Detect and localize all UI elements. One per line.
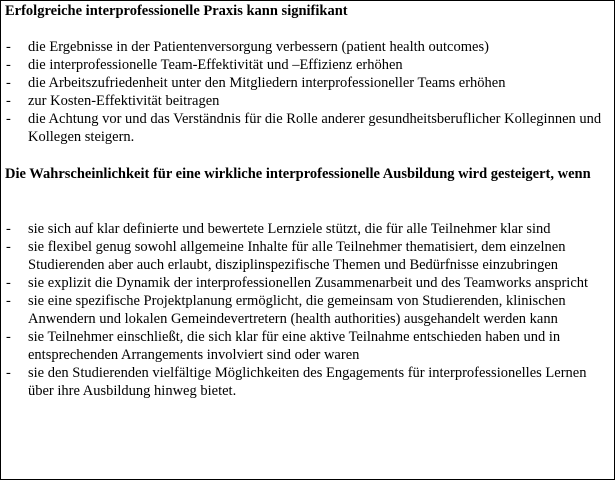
bullet-dash: - bbox=[6, 365, 11, 381]
bullet-dash: - bbox=[6, 39, 11, 55]
list-item bbox=[1, 238, 614, 274]
bullet-dash: - bbox=[6, 111, 11, 127]
list-item bbox=[1, 56, 614, 74]
list-item-text: sie eine spezifische Projektplanung ermöglicht, die gemeinsam von Studierenden, klinischen Anwendern und lokalen Gemeindevertretern (health authorities) ausgehandelt werden kann bbox=[28, 293, 566, 327]
list-item bbox=[1, 220, 614, 238]
bullet-dash: - bbox=[6, 75, 11, 91]
bullet-dash: - bbox=[6, 329, 11, 345]
list-item-text: die Achtung vor und das Verständnis für die Rolle anderer gesundheitsberuflicher Kolleginnen und Kollegen steigern. bbox=[28, 111, 602, 145]
list-item bbox=[1, 92, 614, 110]
section-1-heading: Erfolgreiche interprofessionelle Praxis kann signifikant bbox=[5, 3, 348, 19]
list-item-text: sie sich auf klar definierte und bewertete Lernziele stützt, die für alle Teilnehmer klar sind bbox=[28, 221, 551, 237]
list-item-text: die Arbeitszufriedenheit unter den Mitgliedern interprofessioneller Teams erhöhen bbox=[28, 75, 506, 91]
list-item-text: sie flexibel genug sowohl allgemeine Inhalte für alle Teilnehmer thematisiert, dem einzelnen Studierenden aber auch erlaubt, disziplinspezifische Themen und Bedürfnisse einzubringen bbox=[28, 239, 566, 273]
list-item-text: sie Teilnehmer einschließt, die sich klar für eine aktive Teilnahme entschieden haben und in entsprechenden Arrangements involviert sind oder waren bbox=[28, 329, 561, 363]
section-2-heading: Die Wahrscheinlichkeit für eine wirkliche interprofessionelle Ausbildung wird gesteigert, wenn bbox=[5, 166, 591, 182]
section-1-list bbox=[1, 38, 614, 146]
section-2-list bbox=[1, 220, 614, 400]
list-item bbox=[1, 74, 614, 92]
bullet-dash: - bbox=[6, 293, 11, 309]
bullet-dash: - bbox=[6, 57, 11, 73]
list-item bbox=[1, 274, 614, 292]
list-item bbox=[1, 364, 614, 400]
list-item-text: sie explizit die Dynamik der interprofessionellen Zusammenarbeit und des Teamworks anspricht bbox=[28, 275, 589, 291]
list-item-text: sie den Studierenden vielfältige Möglichkeiten des Engagements für interprofessionelles Lernen über ihre Ausbildung hinweg bietet. bbox=[28, 365, 587, 399]
list-item bbox=[1, 38, 614, 56]
list-item-text: zur Kosten-Effektivität beitragen bbox=[28, 93, 220, 109]
bullet-dash: - bbox=[6, 275, 11, 291]
bullet-dash: - bbox=[6, 221, 11, 237]
list-item bbox=[1, 328, 614, 364]
list-item bbox=[1, 110, 614, 146]
list-item-text: die Ergebnisse in der Patientenversorgung verbessern (patient health outcomes) bbox=[28, 39, 489, 55]
list-item-text: die interprofessionelle Team-Effektivität und –Effizienz erhöhen bbox=[28, 57, 403, 73]
bullet-dash: - bbox=[6, 93, 11, 109]
list-item bbox=[1, 292, 614, 328]
bullet-dash: - bbox=[6, 239, 11, 255]
